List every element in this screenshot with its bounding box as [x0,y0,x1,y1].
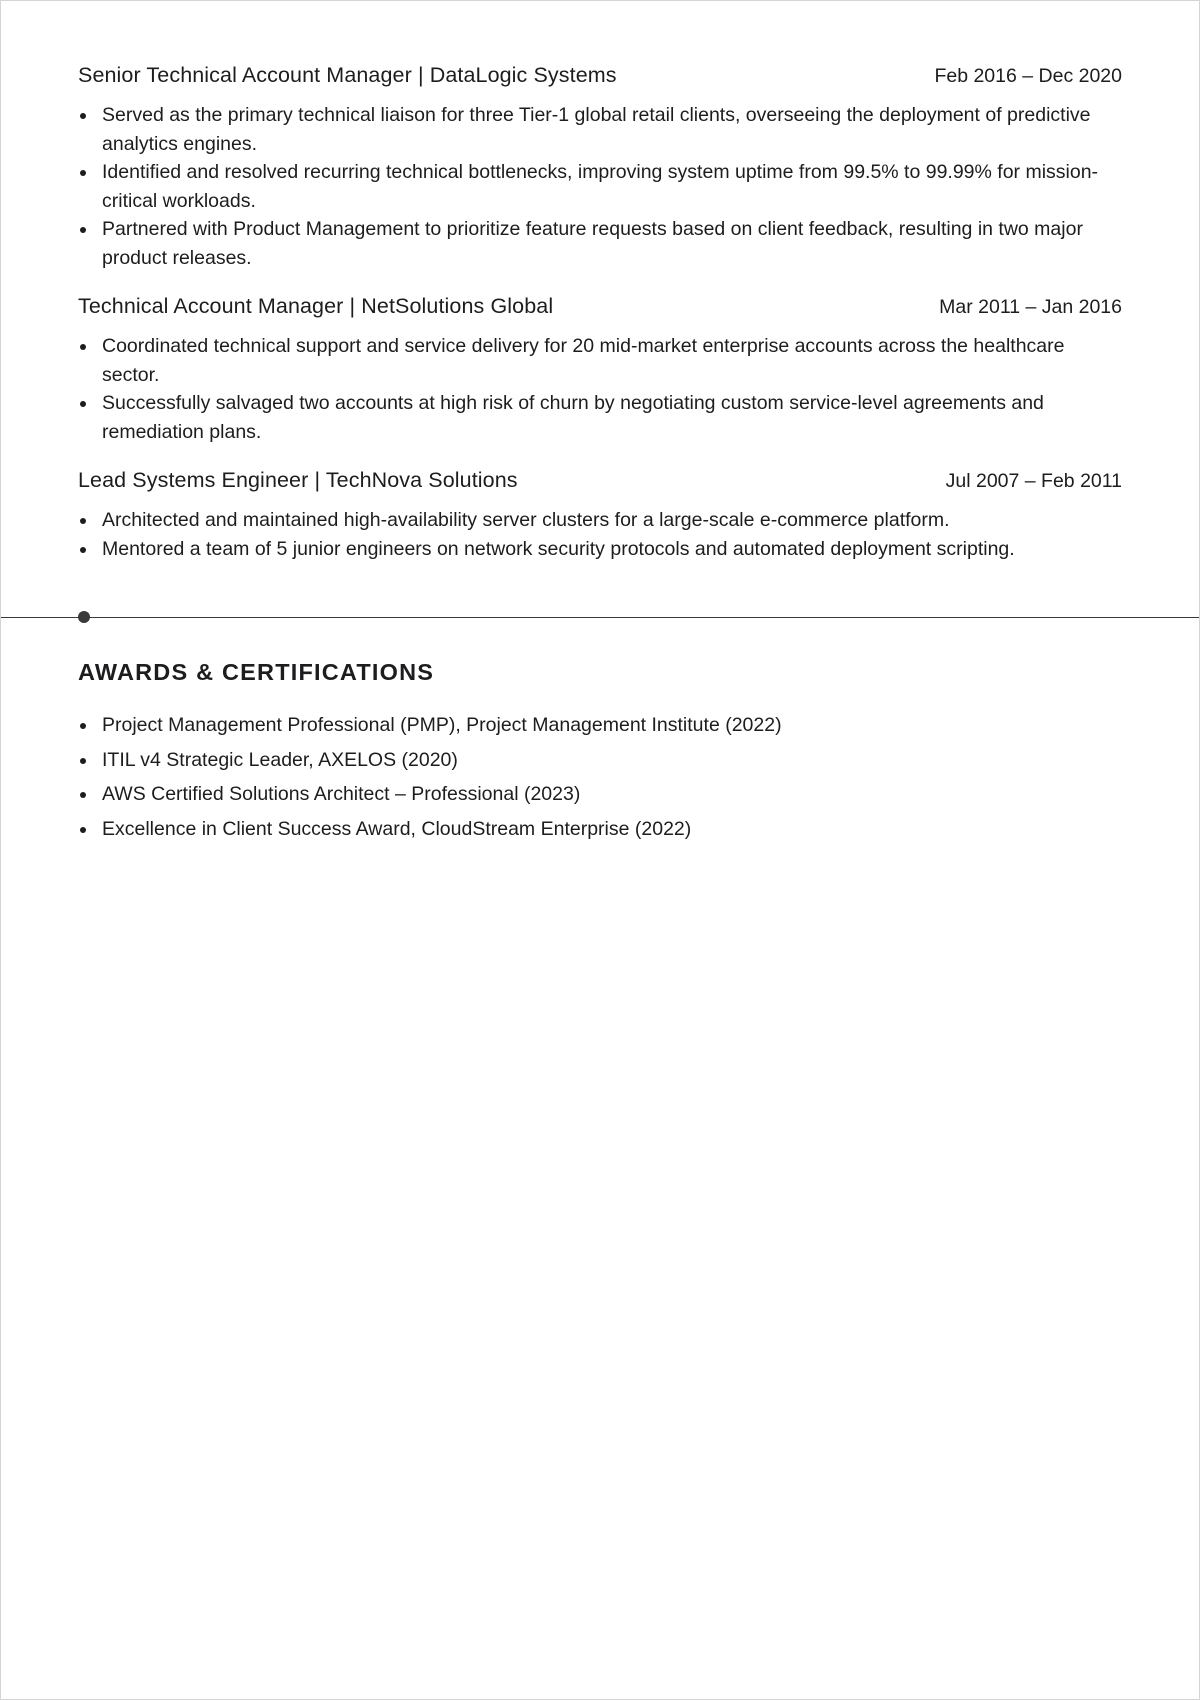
divider-dot [78,611,90,623]
job-title: Technical Account Manager | NetSolutions Global [78,294,554,318]
experience-section [78,63,1122,585]
award-item: ITIL v4 Strategic Leader, AXELOS (2020) [102,743,1122,778]
award-item: AWS Certified Solutions Architect – Professional (2023) [102,777,1122,812]
job-entry [78,468,1122,563]
awards-heading: AWARDS & CERTIFICATIONS [78,659,435,685]
job-bullet-list [78,506,1122,563]
job-bullet: Successfully salvaged two accounts at high risk of churn by negotiating custom service-level agreements and remediation plans. [102,389,1122,446]
job-header [78,294,1122,324]
job-bullet: Mentored a team of 5 junior engineers on network security protocols and automated deployment scripting. [102,535,1122,564]
job-entry [78,294,1122,446]
awards-list [78,708,1122,846]
job-bullet: Identified and resolved recurring technical bottlenecks, improving system uptime from 99.5% to 99.99% for mission-critical workloads. [102,158,1122,215]
job-dates: Feb 2016 – Dec 2020 [934,65,1122,87]
job-entry [78,63,1122,272]
job-title: Senior Technical Account Manager | DataLogic Systems [78,63,617,87]
award-item: Project Management Professional (PMP), Project Management Institute (2022) [102,708,1122,743]
job-bullet: Architected and maintained high-availability server clusters for a large-scale e-commerce platform. [102,506,1122,535]
job-header [78,63,1122,93]
job-bullet: Served as the primary technical liaison for three Tier-1 global retail clients, overseeing the deployment of predictive analytics engines. [102,101,1122,158]
job-bullet: Coordinated technical support and service delivery for 20 mid-market enterprise accounts across the healthcare sector. [102,332,1122,389]
award-item: Excellence in Client Success Award, CloudStream Enterprise (2022) [102,812,1122,847]
job-bullet-list [78,332,1122,446]
awards-section [78,659,1122,846]
job-dates: Jul 2007 – Feb 2011 [945,470,1122,492]
job-title: Lead Systems Engineer | TechNova Solutions [78,468,518,492]
job-dates: Mar 2011 – Jan 2016 [939,296,1122,318]
job-header [78,468,1122,498]
job-bullet: Partnered with Product Management to prioritize feature requests based on client feedback, resulting in two major product releases. [102,215,1122,272]
section-divider [1,617,1199,618]
job-bullet-list [78,101,1122,272]
